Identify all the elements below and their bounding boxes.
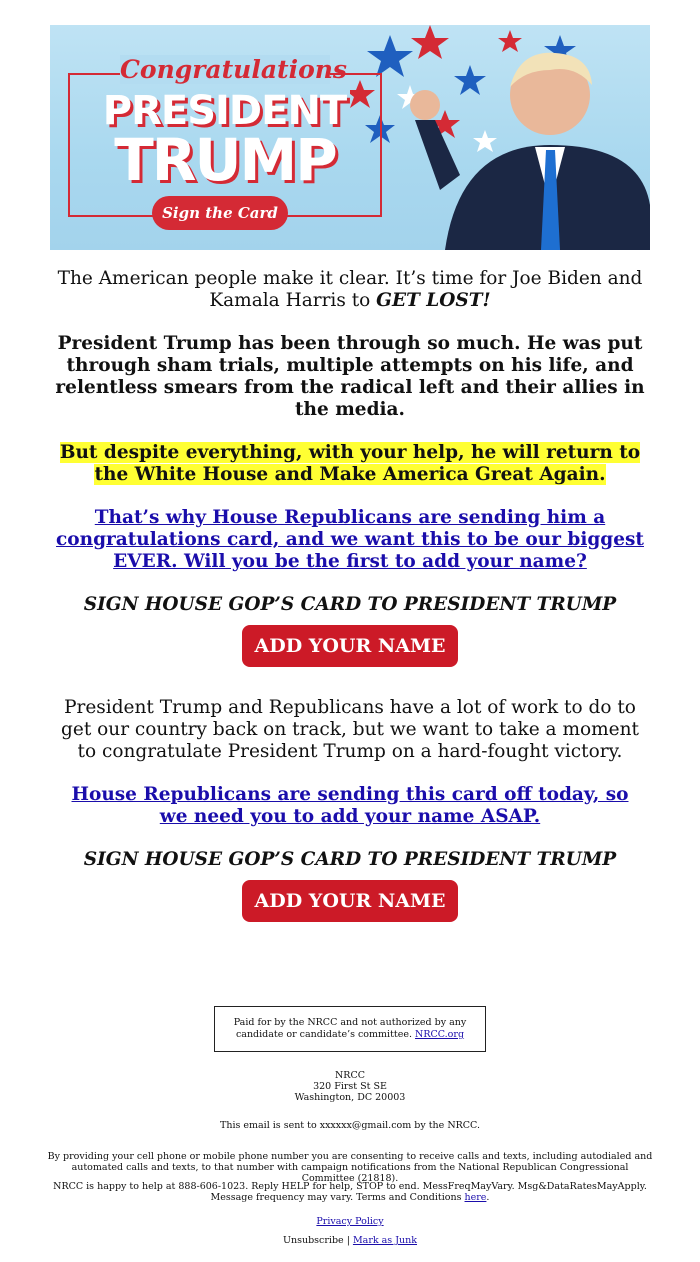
highlighted-text: But despite everything, with your help, he will return to the White House and Make America Great Again. — [59, 442, 641, 485]
privacy-policy-link[interactable]: Privacy Policy — [316, 1216, 384, 1227]
help-text: NRCC is happy to help at 888-606-1023. Reply HELP for help, STOP to end. MessFreqMayVary. Msg&DataRatesMayApply. Message frequency may vary. Terms and Conditions here. — [53, 1181, 647, 1203]
sign-heading-2: SIGN HOUSE GOP’S CARD TO PRESIDENT TRUMP — [83, 849, 617, 870]
add-name-button-1[interactable]: ADD YOUR NAME — [242, 625, 457, 667]
intro-paragraph — [55, 268, 645, 312]
paragraph-work: President Trump and Republicans have a lot of work to do to get our country back on track, but we want to take a moment to congratulate President Trump on a hard-fought victory. — [61, 697, 639, 762]
org-name: NRCC — [334, 1070, 365, 1081]
sent-to-text: This email is sent to xxxxxx@gmail.com by the NRCC. — [219, 1120, 481, 1131]
intro-text: The American people make it clear. It’s time for Joe Biden and Kamala Harris to — [57, 268, 643, 311]
add-name-button-2[interactable]: ADD YOUR NAME — [242, 880, 457, 922]
card-link[interactable]: That’s why House Republicans are sending him a congratulations card, and we want this to be our biggest EVER. Will you be the first to add your name? — [56, 507, 644, 572]
consent-text: By providing your cell phone or mobile phone number you are consenting to receive calls and texts, including autodialed and automated calls and texts, to that number with campaign notifications from the National Republican Congressional Committee (21818). — [47, 1151, 653, 1184]
paid-for-text: Paid for by the NRCC and not authorized by any candidate or candidate’s committee. — [233, 1017, 467, 1040]
paragraph-trials: President Trump has been through so much. He was put through sham trials, multiple attempts on his life, and relentless smears from the radical left and their allies in the media. — [55, 333, 645, 420]
asap-link[interactable]: House Republicans are sending this card off today, so we need you to add your name ASAP. — [71, 784, 629, 827]
banner-trump: TRUMP — [114, 126, 336, 194]
privacy-row — [45, 1216, 655, 1227]
address-line-1: 320 First St SE — [313, 1081, 387, 1092]
terms-link[interactable]: here — [464, 1192, 487, 1203]
banner-congrats: Congratulations — [120, 55, 347, 84]
unsubscribe-link[interactable]: Unsubscribe — [282, 1235, 344, 1246]
intro-emphasis: GET LOST! — [376, 290, 491, 311]
paid-for-box — [214, 1006, 486, 1052]
mark-junk-link[interactable]: Mark as Junk — [352, 1235, 418, 1246]
paragraph-asap-link — [55, 784, 645, 828]
banner-sign-button[interactable]: Sign the Card — [152, 196, 288, 230]
paragraph-card-link — [55, 507, 645, 573]
hero-banner[interactable] — [50, 25, 650, 250]
address-line-2: Washington, DC 20003 — [294, 1092, 406, 1103]
address-block — [45, 1070, 655, 1103]
sign-heading-1: SIGN HOUSE GOP’S CARD TO PRESIDENT TRUMP — [83, 594, 617, 615]
footer-separator: | — [346, 1235, 350, 1246]
nrcc-link[interactable]: NRCC.org — [415, 1029, 465, 1040]
email-body — [55, 268, 645, 952]
paragraph-highlight — [55, 442, 645, 486]
unsubscribe-row — [45, 1235, 655, 1246]
help-message: NRCC is happy to help at 888-606-1023. Reply HELP for help, STOP to end. MessFreqMayVary. Msg&DataRatesMayApply. Message frequency may vary. Terms and Conditions — [53, 1181, 647, 1203]
banner-president: PRESIDENT — [102, 88, 347, 134]
stars-decoration — [350, 25, 650, 250]
